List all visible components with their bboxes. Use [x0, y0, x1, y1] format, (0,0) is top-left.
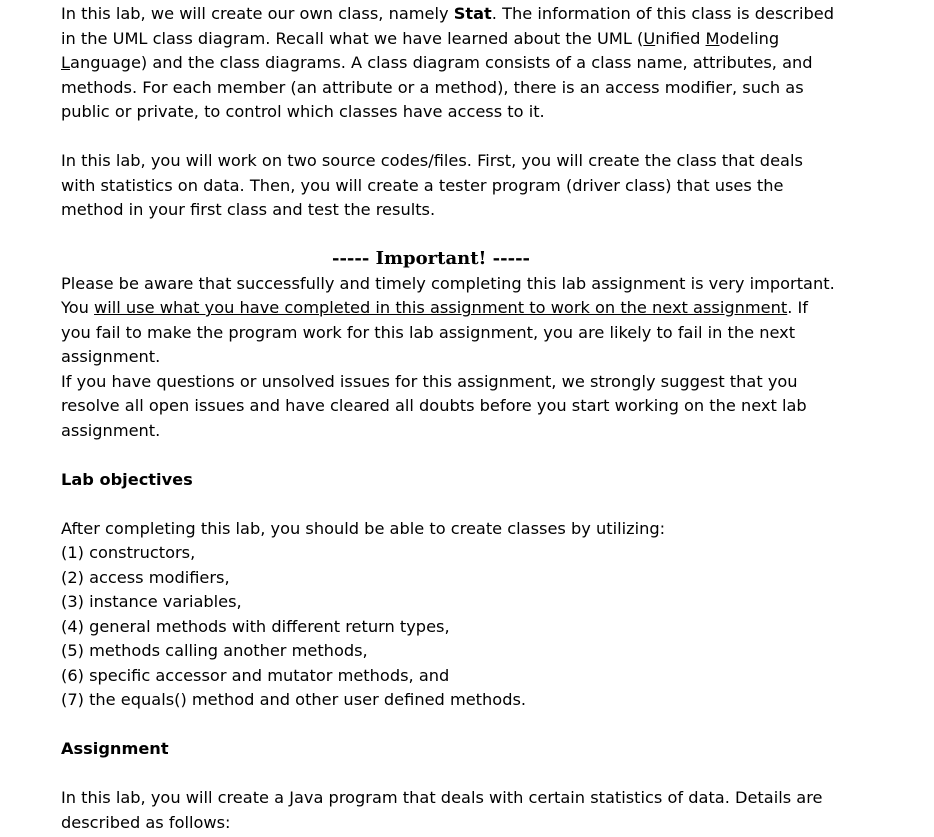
files-paragraph: In this lab, you will work on two source codes/files. First, you will create the class that deals with statistics on data. Then, you will create a tester program (driver class) that uses the method in your first class and test the results. — [61, 151, 803, 219]
important-p1-end: . If you fail to make the program work for this lab assignment, you are likely to fail in the next assignment. — [61, 298, 808, 366]
uml-text-odeling: odeling — [719, 28, 780, 48]
important-paragraph-2: If you have questions or unsolved issues for this assignment, we strongly suggest that you resolve all open issues and have cleared all doubts before you start working on the next lab assignment. — [61, 371, 807, 440]
important-underlined-text: will use what you have completed in this assignment to work on the next assignment — [94, 298, 788, 317]
objective-item: (4) general methods with different return types, — [61, 616, 450, 636]
objectives-intro: After completing this lab, you should be able to create classes by utilizing: — [61, 518, 666, 538]
objective-item: (5) methods calling another methods, — [61, 641, 368, 660]
objective-item: (6) specific accessor and mutator methods, and — [61, 665, 450, 685]
important-paragraph-1 — [61, 272, 841, 370]
lab-objectives-heading: Lab objectives — [61, 469, 193, 489]
objective-item: (2) access modifiers, — [61, 567, 230, 587]
assignment-heading: Assignment — [61, 739, 169, 758]
uml-letter-l: L — [61, 53, 71, 72]
spacer — [61, 713, 841, 738]
important-p1-start: Please be aware that successfully and timely completing this lab assignment is very important. You — [61, 273, 835, 317]
important-heading: ----- Important! ----- — [331, 248, 531, 269]
objective-item: (1) constructors, — [61, 543, 196, 562]
objectives-list — [61, 541, 841, 713]
document-body — [61, 2, 841, 835]
spacer — [61, 223, 841, 248]
spacer — [61, 125, 841, 150]
assignment-paragraph: In this lab, you will create a Java program that deals with certain statistics of data. Details are described as follows: — [61, 788, 823, 832]
uml-text-nified: nified — [655, 28, 706, 48]
spacer — [61, 492, 841, 517]
intro-text-end: ) and the class diagrams. A class diagram consists of a class name, attributes, and methods. For each member (an attribute or a method), there is an access modifier, such as public or private, to control which classes have access to it. — [61, 53, 813, 121]
class-name-stat: Stat — [453, 4, 492, 23]
intro-text-middle: . The information of this class is described in the UML class diagram. Recall what we have learned about the UML ( — [61, 4, 834, 48]
intro-text-start: In this lab, we will create our own class, namely — [61, 4, 454, 23]
objective-item: (3) instance variables, — [61, 592, 242, 611]
uml-letter-u: U — [643, 28, 656, 48]
spacer — [61, 762, 841, 787]
spacer — [61, 443, 841, 468]
uml-text-anguage: anguage — [70, 53, 141, 72]
intro-paragraph — [61, 2, 841, 125]
uml-letter-m: M — [705, 28, 720, 48]
objective-item: (7) the equals() method and other user defined methods. — [61, 690, 527, 709]
